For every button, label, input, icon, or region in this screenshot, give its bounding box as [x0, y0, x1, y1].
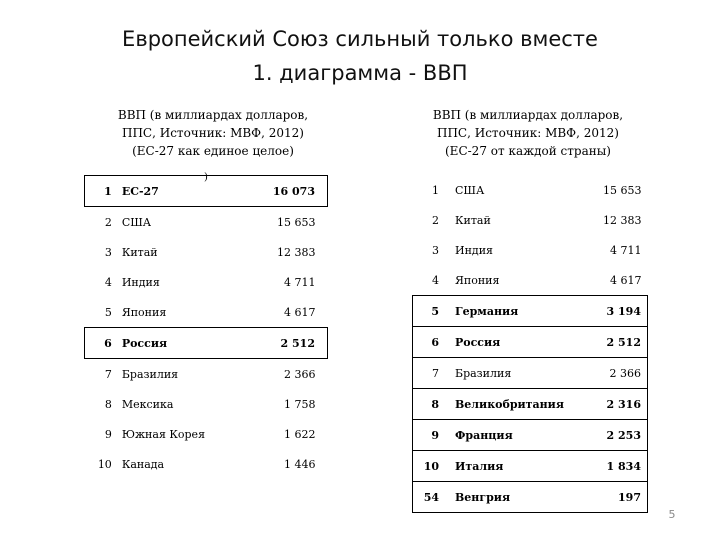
gdp-value-cell: 1 446 — [284, 457, 316, 471]
country-cell: США — [455, 183, 485, 197]
table-row — [85, 176, 328, 207]
right-gdp-table — [412, 175, 648, 513]
country-cell: США — [121, 215, 152, 229]
table-row — [413, 389, 648, 420]
left-caption-line-1: ВВП (в миллиардах долларов, — [117, 108, 309, 122]
table-row — [85, 389, 328, 419]
gdp-value-cell: 197 — [568, 482, 648, 513]
country-cell: Германия — [449, 296, 568, 327]
gdp-value-cell: 2 316 — [568, 389, 648, 420]
gdp-value-cell: 1 758 — [284, 397, 316, 411]
gdp-value-cell: 1 834 — [568, 451, 648, 482]
gdp-value-cell: 3 194 — [568, 296, 648, 327]
country-cell: Индия — [455, 243, 493, 257]
table-row — [85, 449, 328, 479]
rank-cell: 8 — [104, 397, 112, 411]
left-table-caption — [100, 106, 326, 160]
rank-cell: 2 — [104, 215, 112, 229]
rank-cell: 4 — [104, 275, 112, 289]
table-row — [413, 482, 648, 513]
country-cell: Япония — [455, 273, 500, 287]
gdp-value-cell: 4 617 — [284, 305, 316, 319]
right-caption-line-1: ВВП (в миллиардах долларов, — [432, 108, 624, 122]
gdp-value-cell: 2 366 — [568, 358, 648, 389]
gdp-value-cell: 4 617 — [610, 273, 642, 287]
gdp-value-cell: 15 653 — [603, 183, 642, 197]
country-cell: Китай — [121, 245, 158, 259]
gdp-value-cell: 4 711 — [284, 275, 316, 289]
table-row — [413, 296, 648, 327]
table-row — [413, 265, 648, 296]
rank-cell: 9 — [413, 420, 450, 451]
page-number: 5 — [668, 508, 676, 521]
country-cell: Великобритания — [449, 389, 568, 420]
gdp-value-cell: 1 622 — [284, 427, 316, 441]
gdp-value-cell: 2 512 — [223, 328, 327, 359]
table-row — [85, 419, 328, 449]
gdp-value-cell: 12 383 — [603, 213, 642, 227]
table-row — [413, 420, 648, 451]
country-cell: Россия — [449, 327, 568, 358]
gdp-value-cell: 16 073 — [223, 176, 327, 207]
rank-cell: 6 — [85, 328, 118, 359]
country-cell: Китай — [455, 213, 491, 227]
right-caption-line-3: (ЕС-27 от каждой страны) — [445, 144, 611, 158]
gdp-value-cell: 2 366 — [284, 367, 316, 381]
rank-cell: 9 — [104, 427, 112, 441]
gdp-value-cell: 15 653 — [277, 215, 316, 229]
rank-cell: 6 — [413, 327, 450, 358]
slide-title — [0, 22, 720, 90]
right-table-caption — [408, 106, 648, 160]
rank-cell: 10 — [97, 457, 112, 471]
table-row — [85, 297, 328, 328]
country-cell: Италия — [449, 451, 568, 482]
gdp-value-cell: 2 512 — [568, 327, 648, 358]
country-cell: Франция — [449, 420, 568, 451]
rank-cell: 1 — [432, 183, 439, 197]
country-cell: Бразилия — [449, 358, 568, 389]
stray-parenthesis: ) — [204, 172, 208, 183]
table-row — [413, 358, 648, 389]
table-row — [85, 328, 328, 359]
table-row — [85, 207, 328, 238]
country-cell: Венгрия — [449, 482, 568, 513]
table-row — [85, 359, 328, 390]
gdp-value-cell: 4 711 — [610, 243, 642, 257]
country-cell: Индия — [121, 275, 160, 289]
right-caption-line-2: ППС, Источник: МВФ, 2012) — [437, 126, 619, 140]
rank-cell: 5 — [413, 296, 450, 327]
rank-cell: 3 — [104, 245, 112, 259]
rank-cell: 7 — [413, 358, 450, 389]
table-row — [413, 205, 648, 235]
rank-cell: 54 — [413, 482, 450, 513]
country-cell: Канада — [121, 457, 165, 471]
table-row — [85, 237, 328, 267]
left-caption-line-2: ППС, Источник: МВФ, 2012) — [122, 126, 304, 140]
slide-title-line-2: 1. диаграмма - ВВП — [252, 61, 468, 85]
gdp-value-cell: 12 383 — [277, 245, 316, 259]
rank-cell: 4 — [432, 273, 439, 287]
rank-cell: 10 — [413, 451, 450, 482]
table-row — [413, 327, 648, 358]
country-cell: Япония — [121, 305, 167, 319]
slide-title-line-1: Европейский Союз сильный только вместе — [122, 27, 598, 51]
table-row — [413, 175, 648, 205]
gdp-value-cell: 2 253 — [568, 420, 648, 451]
rank-cell: 1 — [85, 176, 118, 207]
country-cell: Бразилия — [121, 367, 179, 381]
rank-cell: 7 — [104, 367, 112, 381]
left-caption-line-3: (ЕС-27 как единое целое) — [132, 144, 294, 158]
table-row — [85, 267, 328, 297]
rank-cell: 2 — [432, 213, 439, 227]
country-cell: ЕС-27 — [118, 176, 224, 207]
left-gdp-table — [84, 175, 328, 479]
rank-cell: 5 — [104, 305, 112, 319]
country-cell: Мексика — [121, 397, 174, 411]
rank-cell: 8 — [413, 389, 450, 420]
rank-cell: 3 — [432, 243, 439, 257]
table-row — [413, 451, 648, 482]
country-cell: Россия — [118, 328, 224, 359]
table-row — [413, 235, 648, 265]
country-cell: Южная Корея — [121, 427, 206, 441]
